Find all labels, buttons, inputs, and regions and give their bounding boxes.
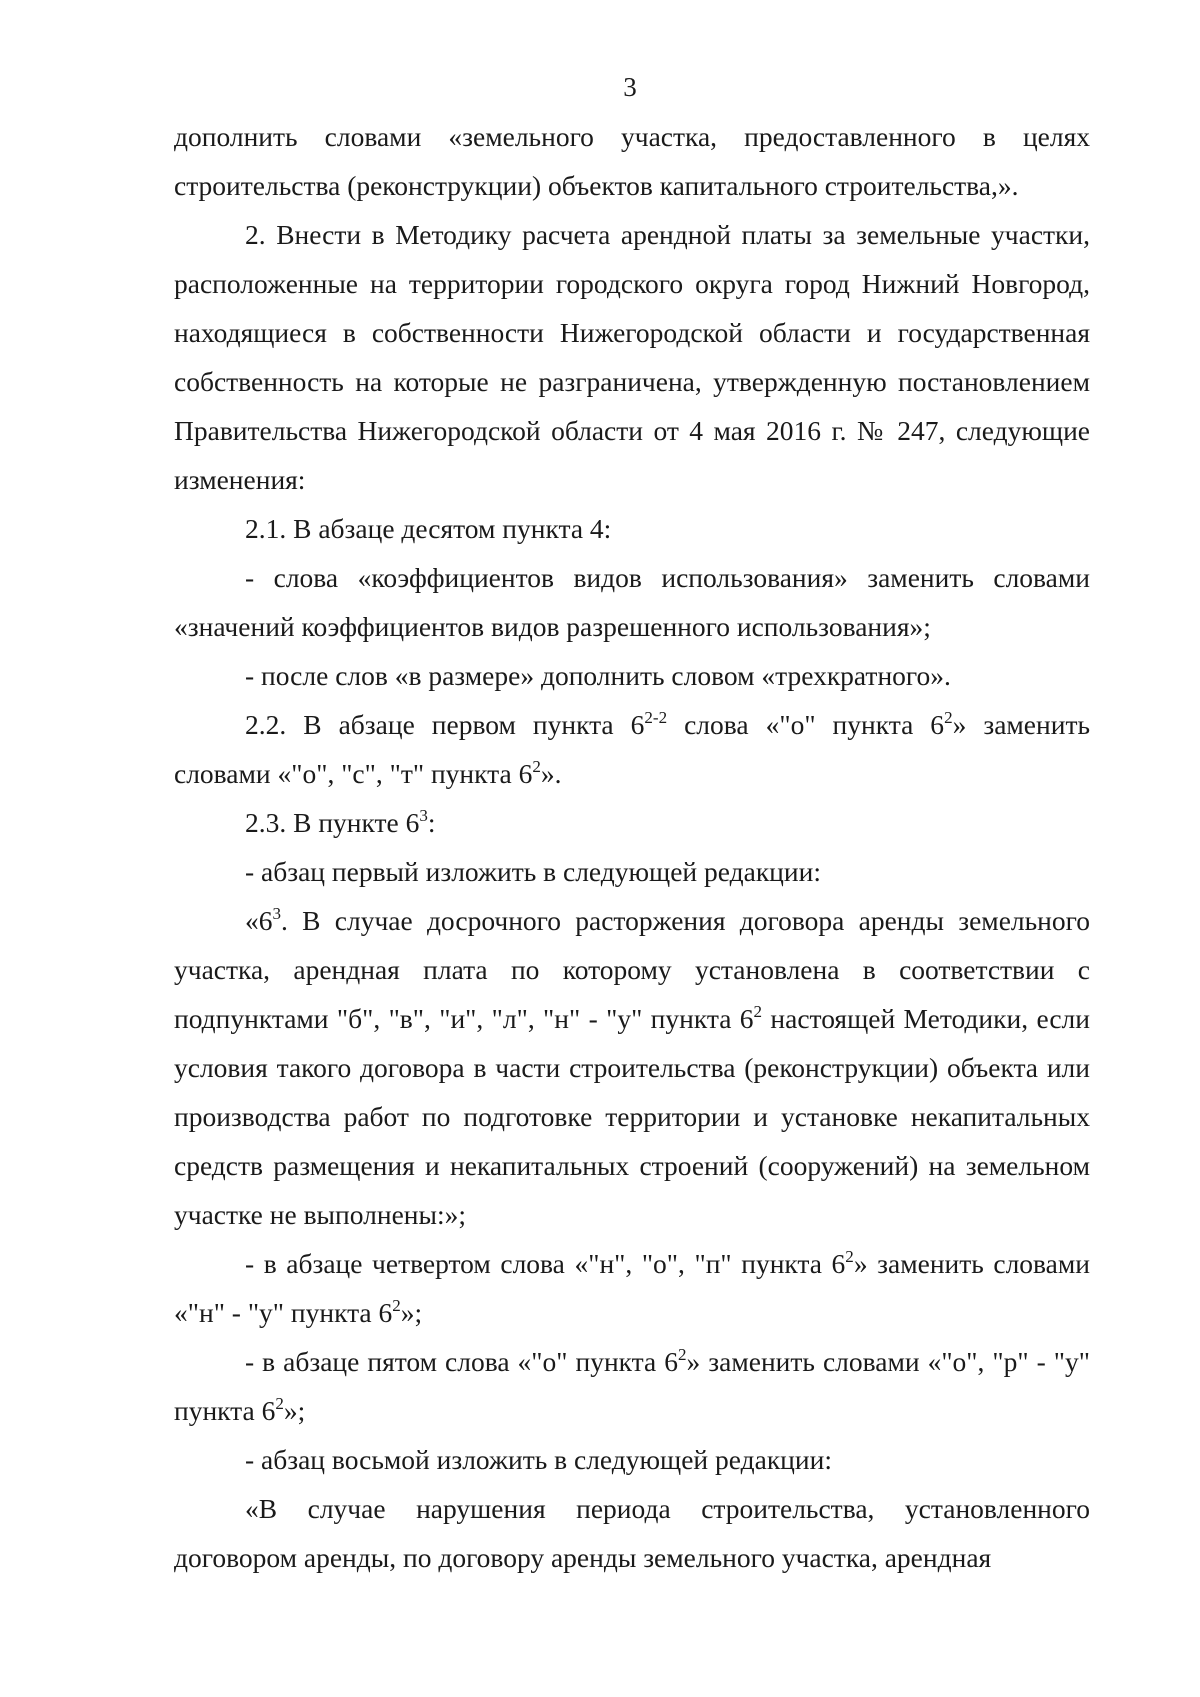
text-fragment: «6 (245, 905, 273, 936)
paragraph-quoted-construction-period: «В случае нарушения периода строительства, установленного договором аренды, по договору аренды земельного участка, арендная (174, 1493, 1090, 1573)
paragraph-item-2: 2. Внести в Методику расчета арендной платы за земельные участки, расположенные на территории городского округа город Нижний Новгород, находящиеся в собственности Нижегородской области и государственная собственность на которые не разграничена, утвержденную постановлением Правительства Нижегородской области от 4 мая 2016 г. № 247, следующие изменения: (174, 219, 1090, 495)
text-fragment: настоящей Методики, если условия такого договора в части строительства (реконструкции) объекта или производства работ по подготовке территории и установке некапитальных средств размещения и некапитальных строений (сооружений) на земельном участке не выполнены:»; (174, 1003, 1090, 1230)
text-fragment: - в абзаце четвертом слова «"н", "о", "п" пункта 6 (245, 1248, 846, 1279)
text-fragment: - в абзаце пятом слова «"о" пункта 6 (245, 1346, 678, 1377)
text-fragment: »; (283, 1395, 306, 1426)
paragraph-item-2-2 (174, 700, 1090, 798)
superscript: 2 (753, 1002, 763, 1022)
superscript: 2-2 (644, 708, 668, 728)
text-fragment: » заменить словами «"н" - "у" пункта 6 (174, 1248, 1091, 1328)
paragraph-replace-words: - слова «коэффициентов видов использования» заменить словами «значений коэффициентов видов разрешенного использования»; (174, 562, 1090, 642)
text-fragment: »; (400, 1297, 423, 1328)
text-fragment: » заменить словами «"о", "с", "т" пункта 6 (174, 709, 1091, 789)
paragraph-add-word: - после слов «в размере» дополнить словом «трехкратного». (245, 660, 951, 691)
text-fragment: 2.2. В абзаце первом пункта 6 (245, 709, 645, 740)
paragraph-item-2-1: 2.1. В абзаце десятом пункта 4: (245, 513, 612, 544)
superscript: 2 (845, 1247, 854, 1267)
text-fragment: 2.3. В пункте 6 (245, 807, 420, 838)
superscript: 2 (392, 1296, 401, 1316)
text-fragment: . В случае досрочного расторжения договора аренды земельного участка, арендная плата по которому установлена в соответствии с подпунктами "б", "в", "и", "л", "н" - "у" пункта 6 (174, 905, 1090, 1034)
document-body (174, 112, 1090, 1582)
superscript: 2 (532, 757, 541, 777)
superscript: 2 (275, 1394, 284, 1414)
superscript: 3 (272, 904, 282, 924)
text-fragment: : (427, 807, 436, 838)
paragraph-fifth-abzac (174, 1337, 1090, 1435)
paragraph-quoted-item-6-3 (174, 896, 1090, 1239)
text-fragment: » заменить словами «"о", "р" - "у" пункта 6 (174, 1346, 1090, 1426)
text-fragment: ». (540, 758, 562, 789)
page-number: 3 (623, 72, 637, 102)
paragraph-new-edition-1: - абзац первый изложить в следующей редакции: (245, 856, 821, 887)
paragraph-item-2-3 (174, 798, 1090, 847)
superscript: 2 (678, 1345, 687, 1365)
paragraph-fourth-abzac (174, 1239, 1090, 1337)
text-fragment: слова «"о" пункта 6 (667, 709, 945, 740)
superscript: 3 (419, 806, 428, 826)
paragraph-new-edition-8: - абзац восьмой изложить в следующей редакции: (245, 1444, 832, 1475)
paragraph-continuation: дополнить словами «земельного участка, предоставленного в целях строительства (реконструкции) объектов капитального строительства,». (174, 121, 1090, 201)
superscript: 2 (944, 708, 953, 728)
